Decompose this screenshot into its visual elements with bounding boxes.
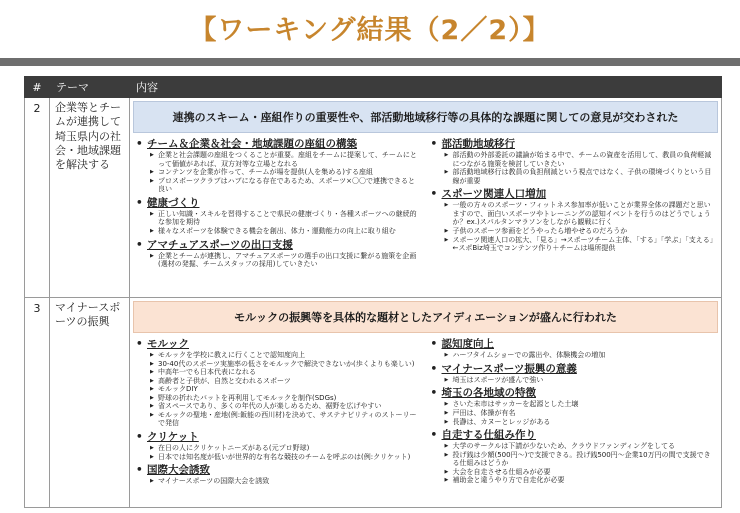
list-item: ▶ 日本では知名度が低いが世界的な有名な競技のチームを呼ぶのは(例:クリケット): [150, 453, 421, 462]
list-item: ▶ プロスポーツクラブはハブになる存在であるため、スポーツ×〇〇で連携できると良い: [150, 177, 421, 194]
bullet-icon: •: [430, 138, 438, 150]
topic-heading-text: マイナースポーツ振興の意義: [441, 362, 577, 375]
topic-heading-text: スポーツ関連人口増加: [441, 188, 547, 201]
list-item: ▶ マイナースポーツの国際大会を誘致: [150, 477, 421, 486]
page-title: 【ワーキング結果（2／2）】: [189, 15, 551, 46]
topic-heading-text: 健康づくり: [147, 196, 200, 209]
topic-items: [431, 442, 716, 485]
topic-heading-text: 部活動地域移行: [441, 138, 515, 150]
list-item: ▶ 長瀞は、カヌーとレッジがある: [445, 418, 716, 427]
list-item: ▶ 野球の折れたバットを再利用してモルックを制作(SDGs): [150, 394, 421, 403]
list-item: ▶ 企業と社会課題の座組をつくることが重要。座組をチームに提案して、チームにとって価値があれば、双方対等な立場となれる: [150, 151, 421, 168]
list-item: ▶ 補助金と違うやり方で自走化が必要: [445, 476, 716, 485]
topic-heading: [136, 338, 421, 351]
topic-section: [431, 338, 716, 360]
row-theme: 企業等とチームが連携して埼玉県内の社会・地域課題を解決する: [50, 98, 130, 298]
topic-section: [136, 138, 421, 194]
topic-heading-text: 自走する仕組み作り: [441, 429, 536, 442]
topic-section: [136, 431, 421, 461]
header-num: #: [25, 77, 50, 98]
list-item: ▶ 一般の方々のスポーツ・フィットネス参加率が低いことが業界全体の課題だと思いますので、面白いスポーツやトレーニングの認知イベントを行うのはどうでしょうか？ex.)スパルタンマラソンをしながら観戦に行く: [445, 201, 716, 227]
header-theme: テーマ: [50, 77, 130, 98]
topic-items: [431, 351, 716, 360]
topic-heading: [136, 239, 421, 252]
bullet-icon: •: [430, 338, 438, 350]
content-columns: [130, 336, 721, 493]
table-header-row: [25, 77, 722, 98]
list-item: ▶ 中高年一でも日本代表になれる: [150, 368, 421, 377]
list-item: ▶ さいた未市はサッカーを起源とした土壌: [445, 400, 716, 409]
topic-heading: [431, 387, 716, 400]
right-column: [431, 338, 716, 489]
bullet-icon: •: [430, 362, 438, 375]
content-columns: [130, 136, 721, 276]
table-row: [25, 98, 722, 298]
list-item: ▶ 30-40代のスポーツ実施率の低さをモルックで解決できないか(歩くよりも楽しい): [150, 360, 421, 369]
summary-banner: 連携のスキーム・座組作りの重要性や、部活動地域移行等の具体的な課題に関しての意見が交わされた: [133, 101, 718, 133]
bullet-icon: •: [430, 188, 438, 201]
topic-heading: [431, 188, 716, 201]
left-column: [136, 138, 421, 272]
topic-items: [431, 376, 716, 385]
list-item: ▶ 子供のスポーツ参画をどうやったら増やせるのだろうか: [445, 227, 716, 236]
topic-section: [431, 429, 716, 485]
topic-heading-text: 国際大会誘致: [147, 464, 210, 477]
topic-heading: [431, 429, 716, 442]
bullet-icon: •: [136, 464, 143, 477]
topic-heading-text: 埼玉の各地域の特徴: [441, 387, 536, 400]
topic-section: [136, 239, 421, 269]
row-number: 2: [25, 98, 50, 298]
row-content: [130, 98, 722, 298]
bullet-icon: •: [136, 338, 143, 350]
list-item: ▶ 省スペースであり、多くの年代の人が楽しめるため、裾野を広げやすい: [150, 402, 421, 411]
list-item: ▶ モルックの聖地・産地(例:飯能の西川材)を決めて、サステナビリティのストーリーで発信: [150, 411, 421, 428]
row-number: 3: [25, 298, 50, 508]
topic-items: [136, 351, 421, 428]
topic-items: [431, 201, 716, 252]
topic-items: [136, 252, 421, 269]
topic-section: [431, 387, 716, 426]
list-item: ▶ 高齢者と子供が、自然と交われるスポーツ: [150, 377, 421, 386]
topic-heading-text: 認知度向上: [441, 338, 494, 350]
bullet-icon: •: [136, 138, 143, 150]
topic-items: [136, 210, 421, 236]
topic-heading: [431, 338, 716, 351]
topic-heading: [431, 363, 716, 376]
bullet-icon: •: [430, 387, 438, 400]
topic-heading-text: アマチュアスポーツの出口支援: [147, 238, 293, 251]
list-item: ▶ モルックを学校に教えに行くことで認知度向上: [150, 351, 421, 360]
row-content: [130, 298, 722, 508]
summary-banner: モルックの振興等を具体的な題材としたアイディエーションが盛んに行われた: [133, 301, 718, 333]
topic-section: [431, 363, 716, 385]
topic-section: [136, 197, 421, 236]
bullet-icon: •: [430, 429, 438, 442]
topic-items: [136, 477, 421, 486]
topic-items: [136, 151, 421, 194]
table-row: [25, 298, 722, 508]
list-item: ▶ コンテンツを企業が作って、チームが場を提供(人を集める)する座組: [150, 168, 421, 177]
list-item: ▶ 部活動の外部委託の議論が始まる中で、チームの資産を活用して、教員の負荷軽減につながる施策を検討していきたい: [445, 151, 716, 168]
results-table: [24, 76, 722, 508]
list-item: ▶ 戸田は、体操が有名: [445, 409, 716, 418]
list-item: ▶ 部活動地域移行は教員の負担削減という視点ではなく、子供の環境づくりという目線が重要: [445, 168, 716, 185]
topic-heading-text: チーム＆企業＆社会・地域課題の座組の構築: [147, 138, 357, 150]
topic-heading: [136, 197, 421, 210]
row-theme: マイナースポーツの振興: [50, 298, 130, 508]
topic-section: [136, 338, 421, 428]
topic-items: [431, 400, 716, 426]
list-item: ▶ 大学のサークルは下請が少ないため、クラウドファンディングをしてる: [445, 442, 716, 451]
list-item: ▶ スポーツ関連人口の拡大、「見る」→スポーツチーム主体、「する」「学ぶ」「支える」←スポBiz埼玉でコンテンツ作り＋チームは場所提供: [445, 236, 716, 253]
bullet-icon: •: [136, 196, 143, 209]
right-column: [431, 138, 716, 272]
list-item: ▶ 埼玉はスポーツが盛んで強い: [445, 376, 716, 385]
header-content: 内容: [130, 77, 722, 98]
topic-heading: [136, 464, 421, 477]
list-item: ▶ モルックDIY: [150, 385, 421, 394]
list-item: ▶ 企業とチームが連携し、アマチュアスポーツの選手の出口支援に繋がる施策を企画(選材の発掘、チームスタッフの採用)していきたい: [150, 252, 421, 269]
list-item: ▶ ハーフタイムショーでの露出や、体験機会の増加: [445, 351, 716, 360]
topic-section: [431, 138, 716, 185]
topic-section: [431, 188, 716, 252]
bullet-icon: •: [136, 430, 143, 443]
topic-heading: [431, 138, 716, 151]
list-item: ▶ 在日の人にクリケットニーズがある(元プロ野球): [150, 444, 421, 453]
topic-items: [136, 444, 421, 461]
list-item: ▶ 大会を自走させる仕組みが必要: [445, 468, 716, 477]
left-column: [136, 338, 421, 489]
bullet-icon: •: [136, 238, 143, 251]
topic-heading: [136, 138, 421, 151]
list-item: ▶ 様々なスポーツを体験できる機会を創出、体力・運動能力の向上に取り組む: [150, 227, 421, 236]
list-item: ▶ 正しい知識・スキルを習得することで県民の健康づくり・各種スポーツへの継続的な参加を期待: [150, 210, 421, 227]
topic-section: [136, 464, 421, 486]
topic-heading: [136, 431, 421, 444]
topic-heading-text: モルック: [147, 338, 189, 350]
title-divider: [0, 58, 740, 66]
list-item: ▶ 投げ銭は少額(500円〜)で支援できる。投げ銭500円〜企業10万円の間で支援できる仕組みはどうか: [445, 451, 716, 468]
topic-items: [431, 151, 716, 185]
topic-heading-text: クリケット: [147, 430, 199, 443]
